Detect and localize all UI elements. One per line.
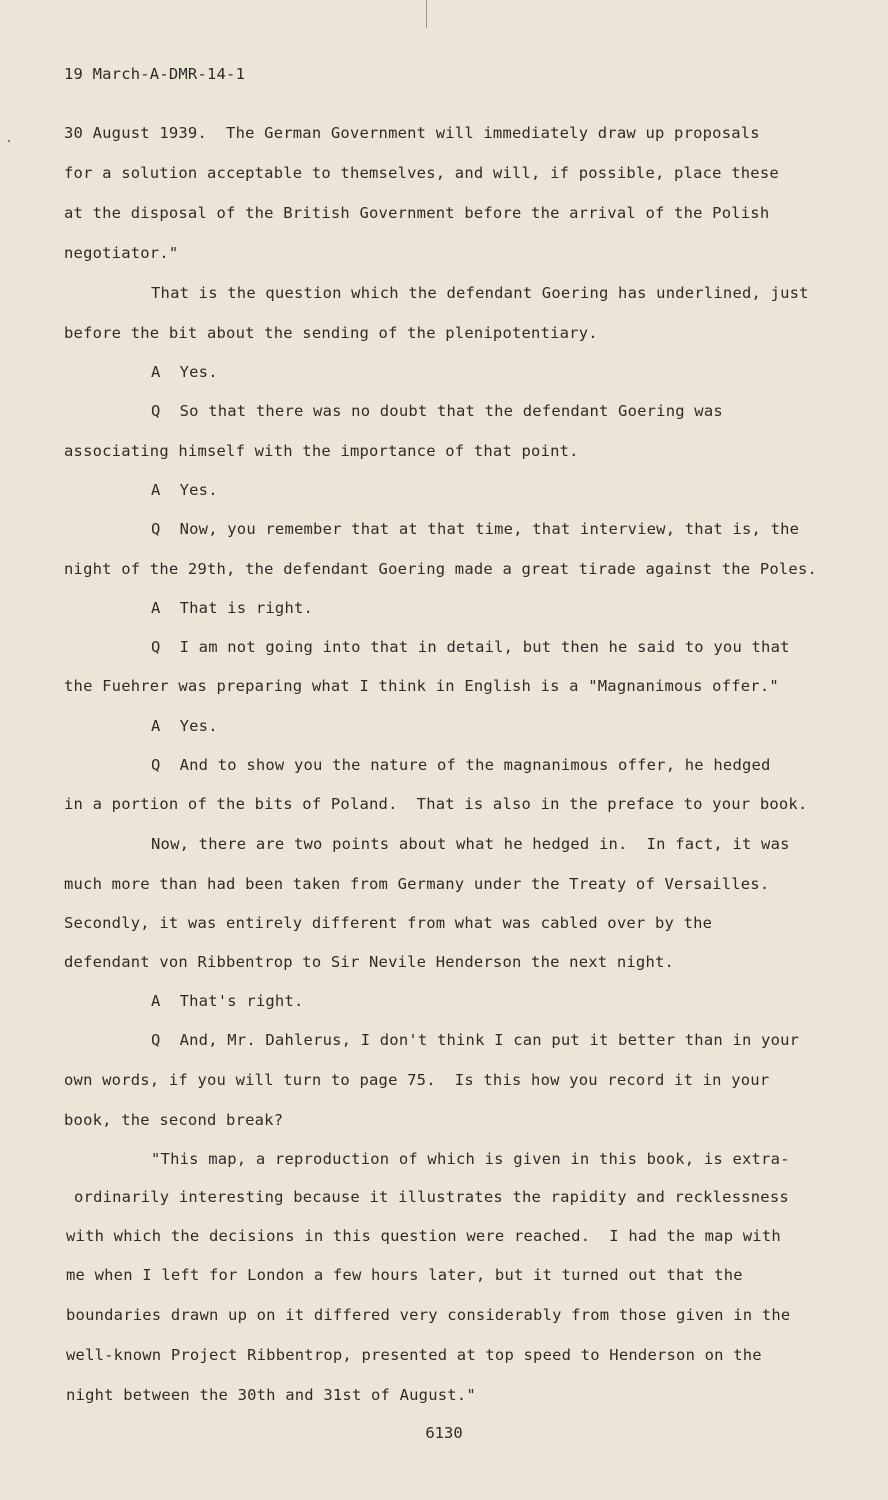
document-header: 19 March-A-DMR-14-1 (64, 65, 246, 83)
quote-line: well-known Project Ribbentrop, presented at top speed to Henderson on the (66, 1346, 762, 1364)
text-line: much more than had been taken from Germany under the Treaty of Versailles. (64, 875, 770, 893)
text-line: Now, there are two points about what he hedged in. In fact, it was (151, 835, 790, 853)
text-line: associating himself with the importance of that point. (64, 442, 579, 460)
quote-line: boundaries drawn up on it differed very considerably from those given in the (66, 1306, 791, 1324)
page-number: 6130 (425, 1424, 463, 1442)
text-line: book, the second break? (64, 1111, 284, 1129)
quote-line: "This map, a reproduction of which is given in this book, is extra- (151, 1150, 790, 1168)
text-line: That is the question which the defendant Goering has underlined, just (151, 284, 809, 302)
text-line: for a solution acceptable to themselves, and will, if possible, place these (64, 164, 779, 182)
text-line: negotiator." (64, 244, 179, 262)
text-line: night of the 29th, the defendant Goering made a great tirade against the Poles. (64, 560, 818, 578)
question-line: Q I am not going into that in detail, but then he said to you that (151, 638, 790, 656)
question-line: Q So that there was no doubt that the defendant Goering was (151, 402, 723, 420)
text-line: before the bit about the sending of the plenipotentiary. (64, 324, 598, 342)
text-line: at the disposal of the British Government before the arrival of the Polish (64, 204, 770, 222)
question-line: Q And, Mr. Dahlerus, I don't think I can put it better than in your (151, 1031, 800, 1049)
fold-mark (426, 0, 427, 28)
answer-line: A Yes. (151, 363, 218, 381)
margin-dot (8, 140, 10, 142)
quote-line: me when I left for London a few hours later, but it turned out that the (66, 1266, 743, 1284)
text-line: defendant von Ribbentrop to Sir Nevile Henderson the next night. (64, 953, 675, 971)
question-line: Q And to show you the nature of the magnanimous offer, he hedged (151, 756, 771, 774)
answer-line: A That is right. (151, 599, 314, 617)
quote-line: ordinarily interesting because it illustrates the rapidity and recklessness (74, 1188, 789, 1206)
answer-line: A That's right. (151, 992, 304, 1010)
text-line: the Fuehrer was preparing what I think in English is a "Magnanimous offer." (64, 677, 779, 695)
question-line: Q Now, you remember that at that time, that interview, that is, the (151, 520, 800, 538)
text-line: own words, if you will turn to page 75. Is this how you record it in your (64, 1071, 770, 1089)
text-line: 30 August 1939. The German Government will immediately draw up proposals (64, 124, 760, 142)
text-line: Secondly, it was entirely different from what was cabled over by the (64, 914, 713, 932)
answer-line: A Yes. (151, 717, 218, 735)
quote-line: with which the decisions in this question were reached. I had the map with (66, 1227, 781, 1245)
answer-line: A Yes. (151, 481, 218, 499)
text-line: in a portion of the bits of Poland. That is also in the preface to your book. (64, 795, 808, 813)
quote-line: night between the 30th and 31st of August." (66, 1386, 476, 1404)
